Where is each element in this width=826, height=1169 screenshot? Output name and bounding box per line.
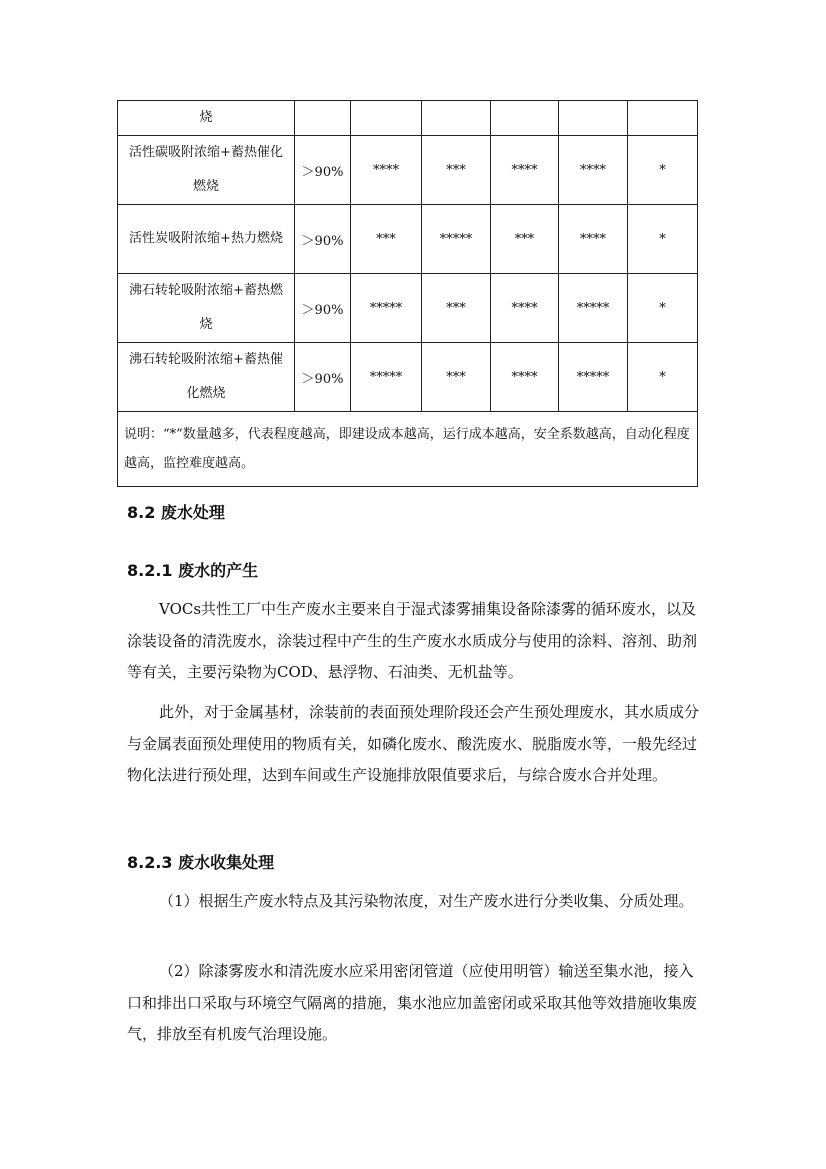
method-cell: 沸石转轮吸附浓缩+蓄热燃烧 [118,274,295,343]
rating-cell: *** [422,136,491,205]
table-note: 说明：“*”数量越多，代表程度越高，即建设成本越高，运行成本越高，安全系数越高，自动化程度越高，监控难度越高。 [118,412,698,487]
rating-cell: ***** [422,205,491,274]
efficiency-cell: ＞90% [295,274,351,343]
rating-cell: *** [422,274,491,343]
efficiency-cell: ＞90% [295,343,351,412]
paragraph-pretreatment-wastewater: 此外，对于金属基材，涂装前的表面预处理阶段还会产生预处理废水，其水质成分与金属表面预处理使用的物质有关，如磷化废水、酸洗废水、脱脂废水等，一般先经过物化法进行预处理，达到车间或生产设施排放限值要求后，与综合废水合并处理。 [127,703,700,784]
rating-cell [559,101,628,136]
method-cell: 活性碳吸附浓缩+蓄热催化燃烧 [118,136,295,205]
rating-cell: *** [351,205,422,274]
rating-cell: **** [559,205,628,274]
rating-cell: ***** [351,274,422,343]
paragraph-item-1: （1）根据生产废水特点及其污染物浓度，对生产废水进行分类收集、分质处理。 [159,892,694,910]
rating-cell [628,101,698,136]
rating-cell: **** [351,136,422,205]
rating-cell: *** [422,343,491,412]
rating-cell [491,101,559,136]
technology-comparison-table [117,100,698,487]
efficiency-cell: ＞90% [295,205,351,274]
table-note-row [118,412,698,487]
efficiency-cell [295,101,351,136]
table-row [118,101,698,136]
rating-cell: **** [559,136,628,205]
rating-cell: * [628,274,698,343]
rating-cell: ***** [351,343,422,412]
rating-cell: * [628,343,698,412]
rating-cell: **** [491,274,559,343]
rating-cell: **** [491,343,559,412]
table-row [118,274,698,343]
rating-cell: ***** [559,343,628,412]
method-cell: 活性炭吸附浓缩+热力燃烧 [118,205,295,274]
efficiency-cell: ＞90% [295,136,351,205]
method-cell: 沸石转轮吸附浓缩+蓄热催化燃烧 [118,343,295,412]
method-cell: 烧 [118,101,295,136]
rating-cell: * [628,136,698,205]
paragraph-wastewater-source: VOCs共性工厂中生产废水主要来自于湿式漆雾捕集设备除漆雾的循环废水，以及涂装设备的清洗废水，涂装过程中产生的生产废水水质成分与使用的涂料、溶剂、助剂等有关，主要污染物为COD、悬浮物、石油类、无机盐等。 [127,600,698,681]
rating-cell: * [628,205,698,274]
paragraph-item-2: （2）除漆雾废水和清洗废水应采用密闭管道（应使用明管）输送至集水池，接入口和排出口采取与环境空气隔离的措施，集水池应加盖密闭或采取其他等效措施收集废气，排放至有机废气治理设施。 [127,962,698,1043]
section-heading-8-2-1: 8.2.1 废水的产生 [127,561,259,580]
rating-cell: ***** [559,274,628,343]
rating-cell [422,101,491,136]
table-row [118,343,698,412]
section-heading-8-2-3: 8.2.3 废水收集处理 [127,853,275,872]
section-heading-8-2: 8.2 废水处理 [127,503,225,522]
table-row [118,136,698,205]
rating-cell [351,101,422,136]
rating-cell: **** [491,136,559,205]
table-row [118,205,698,274]
rating-cell: *** [491,205,559,274]
